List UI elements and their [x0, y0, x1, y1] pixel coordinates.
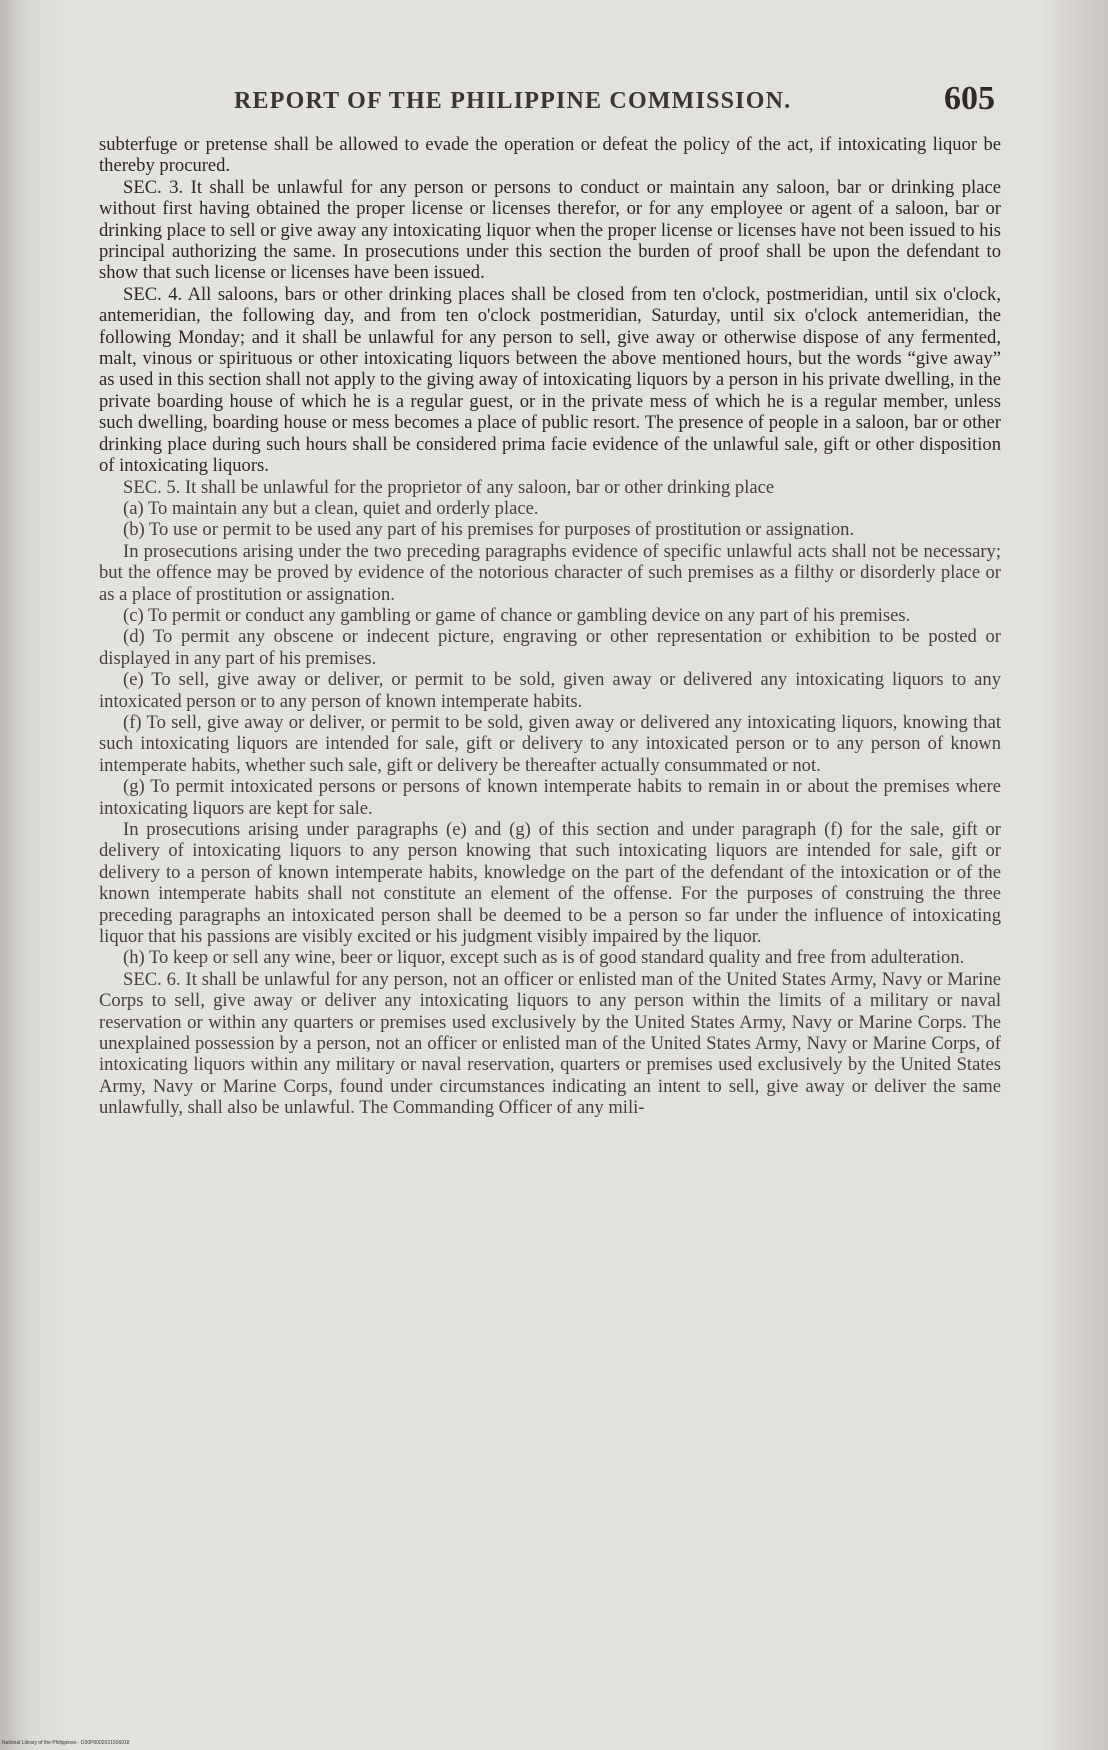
- running-title: REPORT OF THE PHILIPPINE COMMISSION.: [234, 88, 792, 114]
- paragraph-evidence-note: In prosecutions arising under the two preceding paragraphs evidence of specific unlawful acts shall not be necessary; but the offence may be proved by evidence of the notorious character of such premises as a filthy or disorderly place or as a place of prostitution or assignation.: [99, 540, 1001, 605]
- paragraph-sec-6: SEC. 6. It shall be unlawful for any person, not an officer or enlisted man of the United States Army, Navy or Marine Corps to sell, give away or deliver any intoxicating liquors to any person within the limits of a military or naval reservation or within any quarters or premises used exclusively by the United States Army, Navy or Marine Corps. The unexplained possession by a person, not an officer or enlisted man of the United States Army, Navy or Marine Corps, of intoxicating liquors within any military or naval reservation, quarters or premises used exclusively by the United States Army, Navy or Marine Corps, found under circumstances indicating an intent to sell, give away or deliver the same unlawfully, shall also be unlawful. The Commanding Officer of any mili-: [99, 968, 1001, 1119]
- body-text: [99, 134, 1001, 1119]
- paragraph-item-e: (e) To sell, give away or deliver, or permit to be sold, given away or delivered any intoxicating liquors to any intoxicated person or to any person of known intemperate habits.: [99, 669, 1001, 712]
- paragraph-sec-3: SEC. 3. It shall be unlawful for any person or persons to conduct or maintain any saloon, bar or drinking place without first having obtained the proper license or licenses therefor, or for any employee or agent of a saloon, bar or drinking place to sell or give away any intoxicating liquor when the proper license or licenses have not been issued to his principal authorizing the same. In prosecutions under this section the burden of proof shall be upon the defendant to show that such license or licenses have been issued.: [99, 176, 1001, 284]
- paragraph-item-g: (g) To permit intoxicated persons or persons of known intemperate habits to remain in or about the premises where intoxicating liquors are kept for sale.: [99, 776, 1001, 819]
- paragraph-continuation: subterfuge or pretense shall be allowed to evade the operation or defeat the policy of the act, if intoxicating liquor be thereby procured.: [99, 134, 1001, 177]
- page-number: 605: [944, 80, 995, 117]
- paragraph-item-f: (f) To sell, give away or deliver, or permit to be sold, given away or delivered any intoxicating liquors, knowing that such intoxicating liquors are intended for sale, gift or delivery to any intoxicated person or to any person of known intemperate habits, whether such sale, gift or delivery be thereafter actually consummated or not.: [99, 711, 1001, 776]
- paragraph-sec-4: SEC. 4. All saloons, bars or other drinking places shall be closed from ten o'clock, postmeridian, until six o'clock, antemeridian, the following day, and from ten o'clock postmeridian, Saturday, until six o'clock antemeridian, the following Monday; and it shall be unlawful for any person to sell, give away or otherwise dispose of any fermented, malt, vinous or spirituous or other intoxicating liquors between the above mentioned hours, but the words “give away” as used in this section shall not apply to the giving away of intoxicating liquors by a person in his private dwelling, in the private boarding house of which he is a regular guest, or in the private mess of which he is a regular member, unless such dwelling, boarding house or mess becomes a place of public resort. The presence of people in a saloon, bar or other drinking place during such hours shall be considered prima facie evidence of the unlawful sale, gift or other disposition of intoxicating liquors.: [99, 283, 1001, 477]
- paragraph-item-d: (d) To permit any obscene or indecent picture, engraving or other representation or exhibition to be posted or displayed in any part of his premises.: [99, 626, 1001, 669]
- paragraph-item-h: (h) To keep or sell any wine, beer or liquor, except such as is of good standard quality and free from adulteration.: [123, 947, 965, 969]
- paragraph-prosecutions-note: In prosecutions arising under paragraphs (e) and (g) of this section and under paragraph (f) for the sale, gift or delivery of intoxicating liquors to any person knowing that such intoxicating liquors are intended for sale, gift or delivery to a person of known intemperate habits, knowledge on the part of the defendant of the intoxication or of the known intemperate habits shall not constitute an element of the offense. For the purposes of construing the three preceding paragraphs an intoxicated person shall be deemed to be a person so far under the influence of intoxicating liquor that his passions are visibly excited or his judgment visibly impaired by the liquor.: [99, 819, 1001, 948]
- paragraph-item-c: (c) To permit or conduct any gambling or game of chance or gambling device on any part of his premises.: [123, 604, 911, 626]
- paragraph-sec-5: SEC. 5. It shall be unlawful for the proprietor of any saloon, bar or other drinking place: [123, 476, 775, 498]
- scan-credit: National Library of the Philippines · D30P0002021506018: [2, 1740, 130, 1746]
- page-header: [0, 80, 1108, 120]
- paragraph-item-b: (b) To use or permit to be used any part of his premises for purposes of prostitution or assignation.: [123, 519, 855, 541]
- paragraph-item-a: (a) To maintain any but a clean, quiet and orderly place.: [123, 497, 539, 519]
